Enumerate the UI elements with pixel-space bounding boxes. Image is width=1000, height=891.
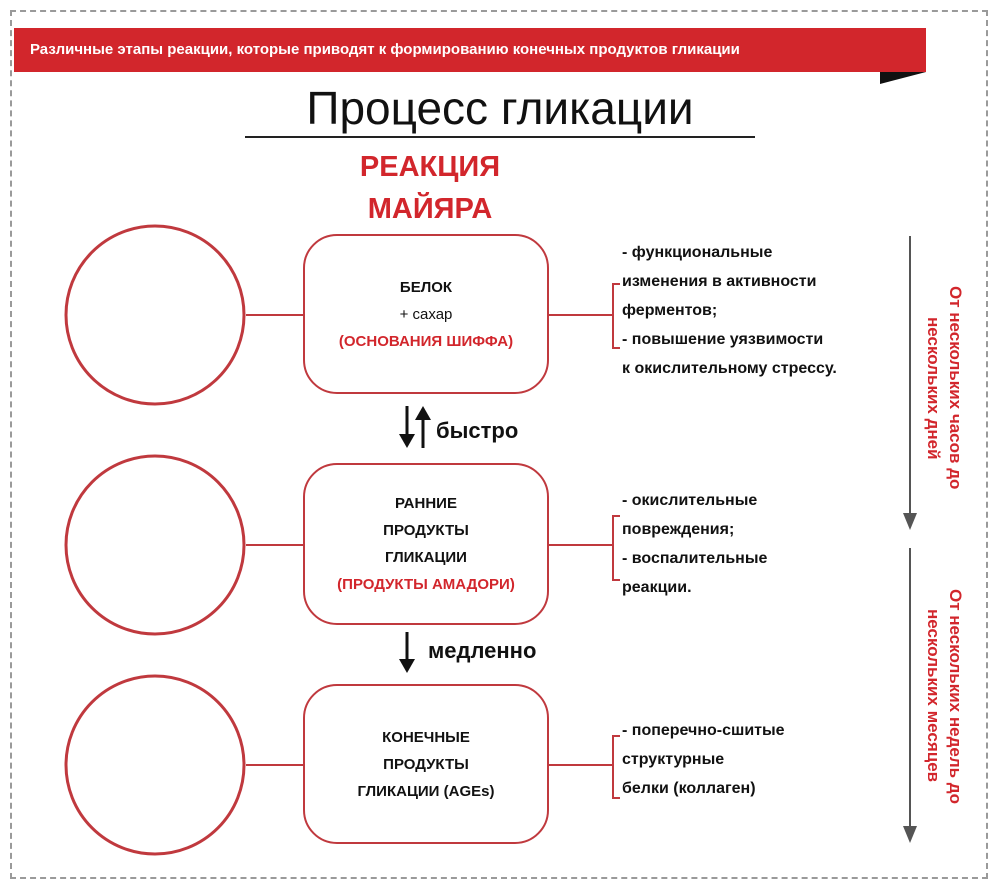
bracket-2 [612,515,620,581]
stage-box-schiff [303,234,549,394]
timeline-label-2-line2: нескольких месяцев [924,609,943,783]
effect-line: структурные [622,751,725,768]
effect-line: повреждения; [622,521,735,538]
stage-3-line3: ГЛИКАЦИИ (AGEs) [357,782,495,800]
effect-line: изменения в активности [622,273,817,290]
transition-slow-label: медленно [428,638,537,663]
transition-fast-label: быстро [436,418,519,443]
circle-outline [66,226,244,404]
timeline-label-1-line2: до нескольких дней [924,316,965,490]
effect-line: ферментов; [622,302,718,319]
timeline-label-1-line1: От нескольких часов [946,286,965,464]
molecule-circle-3 [56,676,255,866]
effect-line: - воспалительные [622,550,768,567]
molecule-circle-1 [56,226,255,416]
circle-outline [66,676,244,854]
effect-line: реакции. [622,579,692,596]
effect-line: - поперечно-сшитые [622,722,785,739]
arrow-up-fast-icon [415,406,431,448]
stage-1-highlight: (ОСНОВАНИЯ ШИФФА) [338,332,514,350]
bracket-3 [612,735,620,799]
bracket-1 [612,283,620,349]
arrow-down-slow-icon [399,632,415,673]
stage-2-line1: РАННИЕ [395,495,457,512]
stage-2-line2: ПРОДУКТЫ [383,522,469,539]
molecule-circle-2 [56,456,255,646]
arrow-down-fast-icon [399,406,415,448]
stage-box-amadori [303,463,549,625]
effect-line: к окислительному стрессу. [622,360,837,377]
effect-line: белки (коллаген) [622,780,756,797]
effects-stage-1 [622,238,912,383]
stage-1-line1: БЕЛОК [399,278,453,296]
stage-3-line2: ПРОДУКТЫ [383,755,469,773]
circle-outline [66,456,244,634]
effect-line: - функциональные [622,244,773,261]
reaction-title-line2: МАЙЯРА [367,193,493,225]
timeline-label-2-line1: От нескольких недель до [946,588,965,804]
header-banner: Различные этапы реакции, которые приводят к формированию конечных продуктов гликации [14,28,926,72]
stage-2-line3: ГЛИКАЦИИ [385,549,467,566]
stage-3-line1: КОНЕЧНЫЕ [382,728,470,746]
molecule-circles [56,226,255,866]
effect-line: - окислительные [622,492,758,509]
page-title: Процесс гликации [306,82,694,134]
timeline-label-1 [922,238,966,538]
effect-line: - повышение уязвимости [622,331,824,348]
reaction-title-line1: РЕАКЦИЯ [359,151,501,183]
stage-1-line2: + сахар [399,305,453,323]
stage-2-highlight: (ПРОДУКТЫ АМАДОРИ) [337,576,515,593]
stage-box-ages [303,684,549,844]
effects-stage-3 [622,716,912,803]
effects-stage-2 [622,486,912,602]
timeline-label-2 [922,548,966,844]
